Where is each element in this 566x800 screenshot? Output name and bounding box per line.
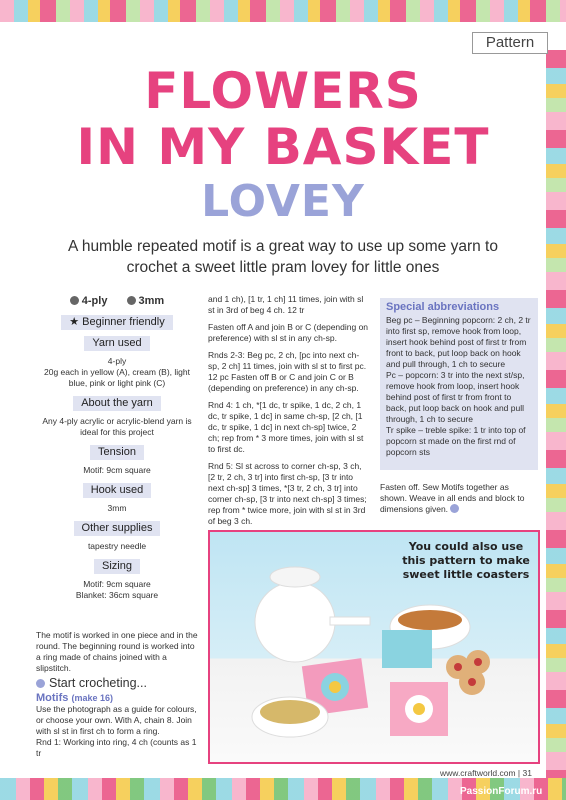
yarn-used-text: 4-ply 20g each in yellow (A), cream (B), light blue, pink or light pink (C) [44,356,190,388]
photo-note: You could also use this pattern to make sweet little coasters [402,540,530,581]
tension-text: Motif: 9cm square [83,465,151,475]
dot-icon [36,679,45,688]
hook-icon [127,296,136,305]
hook-label: Hook used [83,483,152,498]
start-heading [36,678,198,689]
abbrev-item: Tr spike – treble spike: 1 tr into top of popcorn st made on the first rnd of popcorn sts [386,425,526,457]
instr-para: Rnd 5: Sl st across to corner ch-sp, 3 ch, [2 tr, 2 ch, 3 tr] into first ch-sp, [3 tr into next ch-sp] 3 times, *[3 tr, 2 ch, 3 tr] into corner ch-sp, [3 tr into next ch-sp] 3 times; rep from * twice more, join with sl st in 3rd of beg 3 ch. [208,461,367,526]
about-label: About the yarn [73,396,161,411]
hook-text: 3mm [107,503,127,513]
instructions-column [208,294,370,533]
footer: www.craftworld.com | 31 [440,768,532,778]
supplies-text: tapestry needle [87,541,147,551]
section-tab: Pattern [472,32,548,54]
meta-row [36,296,198,307]
start-label: Start crocheting... [49,676,147,690]
motifs-make: (make 16) [71,693,113,703]
finish-paragraph: Fasten off. Sew Motifs together as shown. Weave in all ends and block to dimensions given. [380,482,525,514]
intro-block [36,630,198,759]
tension-label: Tension [90,445,144,460]
motifs-heading [36,693,198,704]
instr-para: Rnds 2-3: Beg pc, 2 ch, [pc into next ch-sp, 2 ch] 11 times, join with sl st to first pc. 12 pc Fasten off B or C and join C or B (depending on preference) in any ch-sp. [208,350,367,393]
sizing-text: Motif: 9cm square Blanket: 36cm square [75,579,159,600]
hook-value: 3mm [138,295,165,307]
abbreviations-box [380,298,538,470]
abbrev-item: Beg pc – Beginning popcorn: 2 ch, 2 tr into first sp, remove hook from loop, insert hook behind post of first tr from front to back, put loop back on hook and pull through, 1 ch to secure [386,315,531,369]
motifs-label: Motifs [36,692,69,704]
title-line-3: LOVEY [201,176,365,227]
instr-para: and 1 ch), [1 tr, 1 ch] 11 times, join with sl st in 3rd of beg 4 ch. 12 tr [208,294,364,315]
yarn-used-label: Yarn used [84,336,149,351]
floral-border-top [0,0,566,22]
subtitle: A humble repeated motif is a great way to use up some yarn to crochet a sweet little pram lovey for little ones [68,238,498,276]
info-column [36,296,198,605]
motifs-text: Use the photograph as a guide for colours, or choose your own. With A, chain 8. Join with sl st in first ch to form a ring. [36,704,197,736]
about-text: Any 4-ply acrylic or acrylic-blend yarn is ideal for this project [42,416,192,437]
sizing-label: Sizing [94,559,140,574]
credit-watermark: PassionForum.ru [460,786,543,797]
supplies-label: Other supplies [74,521,161,536]
ply-value: 4-ply [81,295,108,307]
yarn-ball-icon [70,296,79,305]
intro-text: The motif is worked in one piece and in the round. The beginning round is worked into a ring made of chains joined with a slipstitch. [36,630,198,673]
abbrev-item: Pc – popcorn: 3 tr into the next st/sp, remove hook from loop, insert hook behind post of first tr from front to back, put loop back on hook and pull through, 1 ch to secure [386,370,525,424]
abbrev-title: Special abbreviations [386,301,500,313]
finish-text [380,482,538,515]
level-text: Beginner friendly [82,316,165,328]
rnd1-text: Rnd 1: Working into ring, 4 ch (counts as 1 tr [36,737,197,758]
end-dot-icon [450,504,459,513]
title-line-1: FLOWERS [144,62,422,120]
level-badge: ★ Beginner friendly [61,315,172,330]
instr-para: Fasten off A and join B or C (depending on preference) with sl st in any ch-sp. [208,322,369,343]
instr-para: Rnd 4: 1 ch, *[1 dc, tr spike, 1 dc, 2 ch, 1 dc, tr spike, 1 dc] in same ch-sp, [2 ch, [1 dc, tr spike, 1 dc] in next ch-sp] twice, 2 ch; rep from * 3 more times, join with sl st to first dc. [208,400,364,454]
title-line-2: IN MY BASKET [76,118,490,176]
